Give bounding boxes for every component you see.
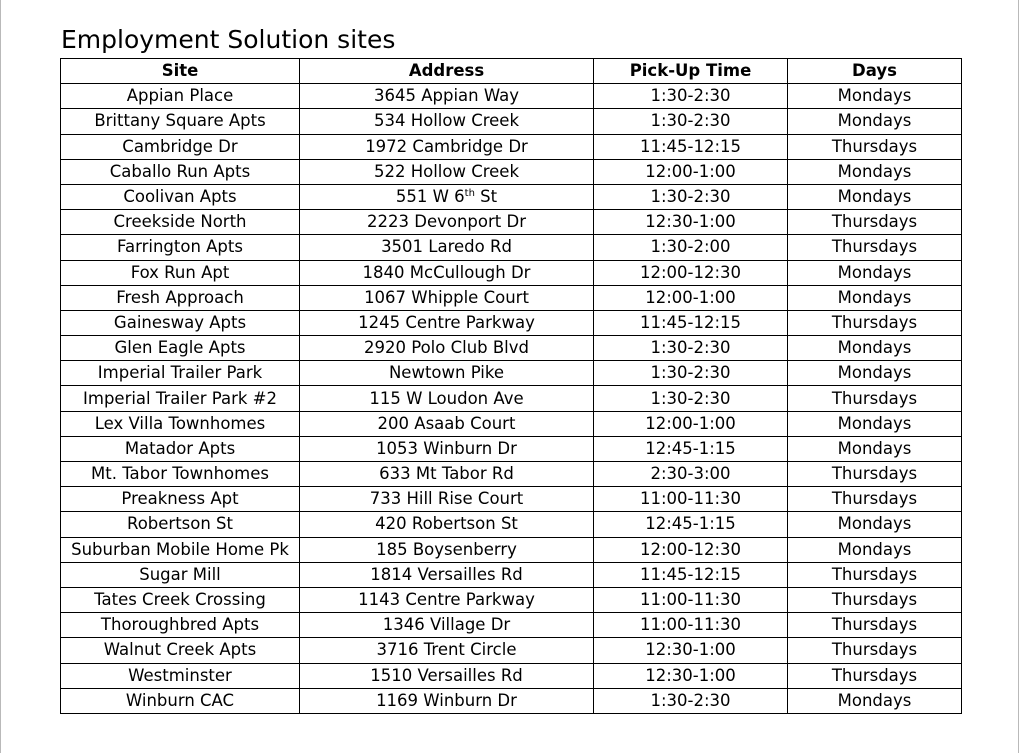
address-cell: 1840 McCullough Dr — [300, 260, 594, 285]
table-row — [61, 361, 962, 386]
days-cell: Thursdays — [788, 134, 962, 159]
address-cell: 420 Robertson St — [300, 512, 594, 537]
site-cell: Thoroughbred Apts — [61, 613, 300, 638]
days-cell: Thursdays — [788, 462, 962, 487]
table-row — [61, 663, 962, 688]
site-cell: Suburban Mobile Home Pk — [61, 537, 300, 562]
table-row — [61, 562, 962, 587]
days-cell: Mondays — [788, 260, 962, 285]
site-cell: Appian Place — [61, 84, 300, 109]
pickup-time-cell: 1:30-2:30 — [594, 84, 788, 109]
pickup-time-cell: 1:30-2:30 — [594, 109, 788, 134]
pickup-time-cell: 11:00-11:30 — [594, 487, 788, 512]
table-row — [61, 537, 962, 562]
site-cell: Fresh Approach — [61, 285, 300, 310]
address-cell: 1169 Winburn Dr — [300, 688, 594, 713]
address-cell: 200 Asaab Court — [300, 411, 594, 436]
address-cell: 1053 Winburn Dr — [300, 436, 594, 461]
table-row — [61, 411, 962, 436]
site-cell: Farrington Apts — [61, 235, 300, 260]
table-row — [61, 109, 962, 134]
table-row — [61, 210, 962, 235]
days-cell: Thursdays — [788, 613, 962, 638]
days-cell: Thursdays — [788, 386, 962, 411]
days-cell: Mondays — [788, 688, 962, 713]
address-cell — [300, 184, 594, 209]
pickup-time-cell: 11:45-12:15 — [594, 134, 788, 159]
days-cell: Mondays — [788, 436, 962, 461]
days-cell: Mondays — [788, 336, 962, 361]
site-cell: Tates Creek Crossing — [61, 587, 300, 612]
address-cell: 1814 Versailles Rd — [300, 562, 594, 587]
pickup-time-cell: 1:30-2:30 — [594, 688, 788, 713]
site-cell: Lex Villa Townhomes — [61, 411, 300, 436]
days-cell: Mondays — [788, 411, 962, 436]
address-cell: 3501 Laredo Rd — [300, 235, 594, 260]
address-cell: 2920 Polo Club Blvd — [300, 336, 594, 361]
pickup-time-cell: 12:30-1:00 — [594, 638, 788, 663]
site-cell: Sugar Mill — [61, 562, 300, 587]
pickup-time-cell: 12:45-1:15 — [594, 436, 788, 461]
table-row — [61, 688, 962, 713]
header-site: Site — [61, 59, 300, 84]
pickup-time-cell: 11:00-11:30 — [594, 587, 788, 612]
days-cell: Thursdays — [788, 310, 962, 335]
address-cell: 733 Hill Rise Court — [300, 487, 594, 512]
address-cell: 1972 Cambridge Dr — [300, 134, 594, 159]
address-text: 551 W 6 — [395, 187, 465, 207]
table-row — [61, 235, 962, 260]
pickup-time-cell: 12:00-12:30 — [594, 260, 788, 285]
days-cell: Mondays — [788, 537, 962, 562]
address-cell: 1346 Village Dr — [300, 613, 594, 638]
header-pickup-time: Pick-Up Time — [594, 59, 788, 84]
address-cell: 3716 Trent Circle — [300, 638, 594, 663]
pickup-time-cell: 1:30-2:00 — [594, 235, 788, 260]
table-body — [61, 84, 962, 714]
table-row — [61, 285, 962, 310]
pickup-time-cell: 1:30-2:30 — [594, 386, 788, 411]
header-row — [61, 59, 962, 84]
days-cell: Mondays — [788, 361, 962, 386]
site-cell: Fox Run Apt — [61, 260, 300, 285]
table-header — [61, 59, 962, 84]
table-row — [61, 638, 962, 663]
site-cell: Coolivan Apts — [61, 184, 300, 209]
pickup-time-cell: 11:00-11:30 — [594, 613, 788, 638]
pickup-time-cell: 12:45-1:15 — [594, 512, 788, 537]
header-address: Address — [300, 59, 594, 84]
days-cell: Mondays — [788, 512, 962, 537]
table-row — [61, 462, 962, 487]
pickup-time-cell: 11:45-12:15 — [594, 310, 788, 335]
table-row — [61, 184, 962, 209]
pickup-time-cell: 1:30-2:30 — [594, 336, 788, 361]
table-row — [61, 260, 962, 285]
site-cell: Imperial Trailer Park — [61, 361, 300, 386]
site-cell: Winburn CAC — [61, 688, 300, 713]
address-cell: 1067 Whipple Court — [300, 285, 594, 310]
days-cell: Thursdays — [788, 210, 962, 235]
address-ordinal-suffix: th — [464, 188, 475, 200]
table-row — [61, 386, 962, 411]
days-cell: Mondays — [788, 109, 962, 134]
pickup-time-cell: 12:30-1:00 — [594, 210, 788, 235]
address-cell: 633 Mt Tabor Rd — [300, 462, 594, 487]
site-cell: Glen Eagle Apts — [61, 336, 300, 361]
address-cell: Newtown Pike — [300, 361, 594, 386]
table-row — [61, 84, 962, 109]
site-cell: Matador Apts — [61, 436, 300, 461]
days-cell: Mondays — [788, 285, 962, 310]
pickup-time-cell: 2:30-3:00 — [594, 462, 788, 487]
site-cell: Walnut Creek Apts — [61, 638, 300, 663]
table-row — [61, 613, 962, 638]
address-cell: 522 Hollow Creek — [300, 159, 594, 184]
pickup-time-cell: 12:00-1:00 — [594, 411, 788, 436]
address-text-after: St — [474, 187, 498, 207]
table-row — [61, 512, 962, 537]
days-cell: Mondays — [788, 84, 962, 109]
pickup-time-cell: 1:30-2:30 — [594, 361, 788, 386]
address-cell: 1510 Versailles Rd — [300, 663, 594, 688]
days-cell: Thursdays — [788, 587, 962, 612]
address-cell: 115 W Loudon Ave — [300, 386, 594, 411]
days-cell: Mondays — [788, 159, 962, 184]
pickup-time-cell: 12:00-1:00 — [594, 285, 788, 310]
pickup-time-cell: 1:30-2:30 — [594, 184, 788, 209]
page-title: Employment Solution sites — [61, 24, 396, 54]
address-cell: 3645 Appian Way — [300, 84, 594, 109]
table-row — [61, 436, 962, 461]
site-cell: Mt. Tabor Townhomes — [61, 462, 300, 487]
days-cell: Thursdays — [788, 487, 962, 512]
table-row — [61, 336, 962, 361]
days-cell: Thursdays — [788, 562, 962, 587]
site-cell: Robertson St — [61, 512, 300, 537]
site-cell: Caballo Run Apts — [61, 159, 300, 184]
pickup-time-cell: 12:00-1:00 — [594, 159, 788, 184]
days-cell: Mondays — [788, 184, 962, 209]
site-cell: Gainesway Apts — [61, 310, 300, 335]
days-cell: Thursdays — [788, 638, 962, 663]
header-days: Days — [788, 59, 962, 84]
pickup-time-cell: 12:30-1:00 — [594, 663, 788, 688]
table-row — [61, 159, 962, 184]
table-row — [61, 134, 962, 159]
site-cell: Cambridge Dr — [61, 134, 300, 159]
sites-table — [60, 58, 962, 714]
pickup-time-cell: 12:00-12:30 — [594, 537, 788, 562]
table-row — [61, 487, 962, 512]
address-cell: 534 Hollow Creek — [300, 109, 594, 134]
site-cell: Creekside North — [61, 210, 300, 235]
site-cell: Westminster — [61, 663, 300, 688]
pickup-time-cell: 11:45-12:15 — [594, 562, 788, 587]
days-cell: Thursdays — [788, 235, 962, 260]
address-cell: 185 Boysenberry — [300, 537, 594, 562]
days-cell: Thursdays — [788, 663, 962, 688]
site-cell: Preakness Apt — [61, 487, 300, 512]
site-cell: Imperial Trailer Park #2 — [61, 386, 300, 411]
address-cell: 2223 Devonport Dr — [300, 210, 594, 235]
address-cell: 1143 Centre Parkway — [300, 587, 594, 612]
address-cell: 1245 Centre Parkway — [300, 310, 594, 335]
table-row — [61, 587, 962, 612]
site-cell: Brittany Square Apts — [61, 109, 300, 134]
table-row — [61, 310, 962, 335]
